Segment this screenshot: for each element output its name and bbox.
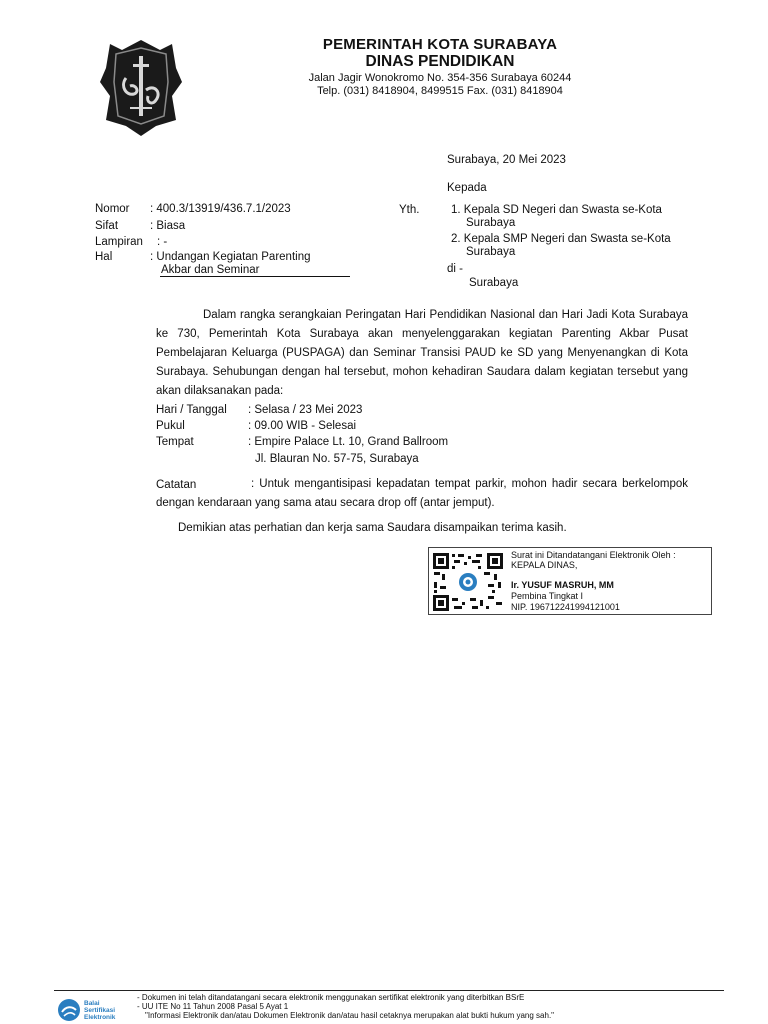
signature-statement: Surat ini Ditandatangani Elektronik Oleh : [511, 550, 676, 560]
pukul-label: Pukul [156, 420, 185, 432]
footer-note-1: - Dokumen ini telah ditandatangani secara elektronik menggunakan sertifikat elektronik yang diterbitkan BSrE [137, 993, 525, 1002]
signer-name: Ir. YUSUF MASRUH, MM [511, 580, 614, 590]
sifat-value: : Biasa [150, 220, 186, 232]
sifat-label: Sifat [95, 220, 119, 232]
bsre-logo-text-3: Elektronik [84, 1014, 116, 1021]
signature-position: KEPALA DINAS, [511, 560, 578, 570]
recipient-yth: Yth. [399, 204, 420, 216]
footer-note-2: - UU ITE No 11 Tahun 2008 Pasal 5 Ayat 1 [137, 1002, 289, 1011]
tempat-label: Tempat [156, 436, 194, 448]
recipient-item-2-city: Surabaya [466, 246, 516, 258]
header-address: Jalan Jagir Wonokromo No. 354-356 Surabaya 60244 [308, 72, 572, 84]
closing-text: Demikian atas perhatian dan kerja sama Saudara disampaikan terima kasih. [178, 522, 567, 534]
hal-label: Hal [95, 251, 113, 263]
bsre-logo-text-1: Balai [84, 1000, 100, 1007]
hari-value: : Selasa / 23 Mei 2023 [248, 404, 363, 416]
hal-value-line2: Akbar dan Seminar [161, 264, 260, 276]
recipient-di: di - [447, 263, 463, 275]
signer-nip: NIP. 196712241994121001 [511, 602, 620, 612]
pukul-value: : 09.00 WIB - Selesai [248, 420, 357, 432]
letter-date: Surabaya, 20 Mei 2023 [447, 154, 566, 166]
tempat-value: : Empire Palace Lt. 10, Grand Ballroom [248, 436, 449, 448]
footer-note-3: "Informasi Elektronik dan/atau Dokumen Elektronik dan/atau hasil cetaknya merupakan alat bukti hukum yang sah." [145, 1011, 555, 1020]
signer-rank: Pembina Tingkat I [511, 591, 584, 601]
footer-divider [54, 990, 724, 991]
header-government: PEMERINTAH KOTA SURABAYA [322, 36, 558, 53]
hal-underline [160, 276, 350, 277]
recipient-kepada: Kepada [447, 182, 487, 194]
bsre-logo-icon [56, 997, 82, 1023]
recipient-item-1-city: Surabaya [466, 217, 516, 229]
hal-value: : Undangan Kegiatan Parenting [150, 251, 311, 263]
lampiran-value: : - [157, 236, 168, 248]
header-phone: Telp. (031) 8418904, 8499515 Fax. (031) 8418904 [317, 85, 563, 97]
bsre-logo-text-2: Sertifikasi [84, 1007, 116, 1014]
nomor-value: : 400.3/13919/436.7.1/2023 [150, 203, 291, 215]
catatan-text: : Untuk mengantisipasi kepadatan tempat parkir, mohon hadir secara berkelompok dengan kendaraan yang sama atau secara drop off (antar jemput). [156, 478, 688, 509]
hari-label: Hari / Tanggal [156, 404, 227, 416]
qr-code-icon [432, 552, 504, 612]
header-department: DINAS PENDIDIKAN [365, 53, 515, 70]
recipient-item-1: 1. Kepala SD Negeri dan Swasta se-Kota [451, 204, 662, 216]
tempat-value-line2: Jl. Blauran No. 57-75, Surabaya [255, 453, 419, 465]
nomor-label: Nomor [95, 203, 130, 215]
catatan-label: Catatan [156, 479, 197, 491]
body-paragraph: Dalam rangka serangkaian Peringatan Hari Pendidikan Nasional dan Hari Jadi Kota Surabaya ke 730, Pemerintah Kota Surabaya akan menyelenggarakan kegiatan Parenting Akbar Pusat Pembelajaran Keluarga (PUSPAGA) dan Seminar Transisi PAUD ke SD yang Menyenangkan di Kota Surabaya. Sehubungan dengan hal tersebut, mohon kehadiran Saudara dalam kegiatan tersebut yang akan dilaksanakan pada: [156, 309, 688, 397]
surabaya-emblem-logo [100, 38, 182, 136]
recipient-city: Surabaya [469, 277, 519, 289]
recipient-item-2: 2. Kepala SMP Negeri dan Swasta se-Kota [451, 233, 671, 245]
lampiran-label: Lampiran [95, 236, 143, 248]
